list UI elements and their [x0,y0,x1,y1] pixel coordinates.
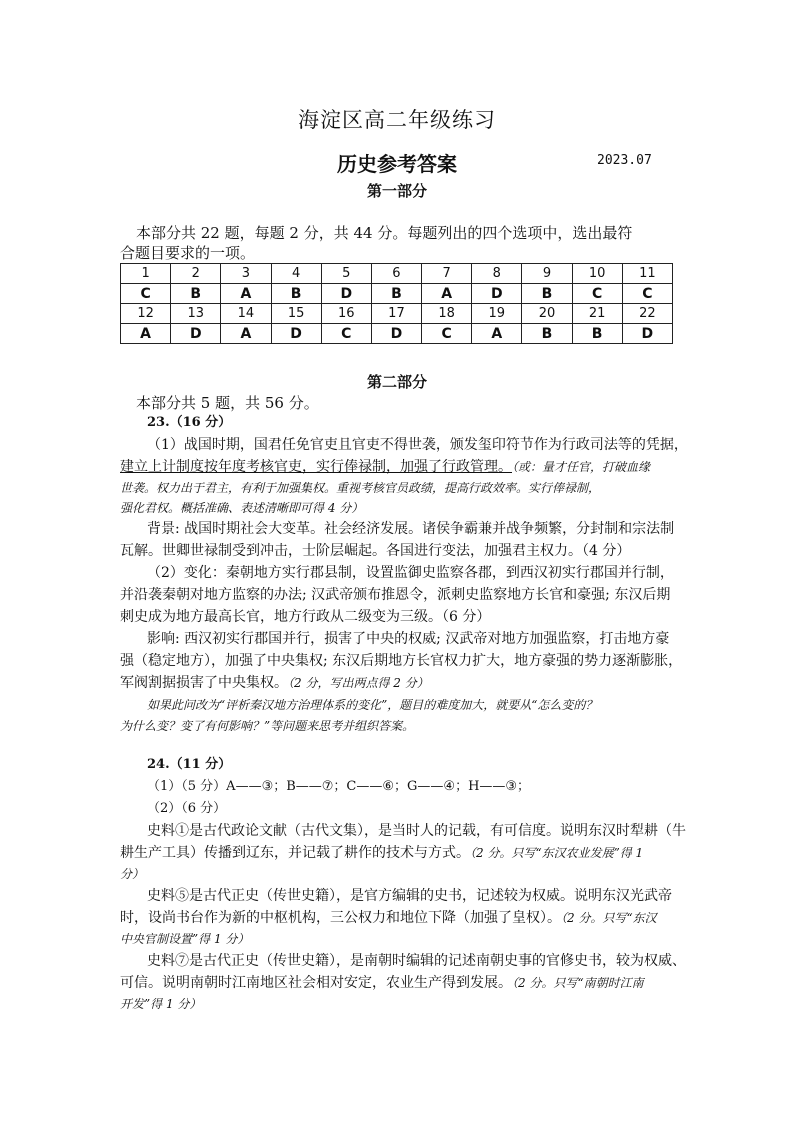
answer-table-answer-row [121,284,673,304]
answer-table [120,263,673,344]
part2-heading: 第二部分 [366,373,427,391]
answer-letter: A [221,284,271,304]
answer-letter: B [171,284,221,304]
question-number: 2 [171,264,221,284]
answer-letter: B [271,284,321,304]
document-date: 2023.07 [597,153,652,168]
q23-note: 如果此问改为“评析秦汉地方治理体系的变化”，题目的难度加大，就要从“怎么变的？ [147,698,598,712]
answer-letter: D [371,324,421,344]
question-number: 17 [371,304,421,324]
answer-letter: D [321,284,371,304]
question-number: 19 [472,304,522,324]
question-number: 3 [221,264,271,284]
q23-line: 影响: 西汉初实行郡国并行，损害了中央的权威; 汉武帝对地方加强监察，打击地方豪 [147,631,670,647]
question-number: 7 [422,264,472,284]
q24-note: 中央官制设置”得 1 分） [120,932,250,946]
q24-note: 开发”得 1 分） [120,997,202,1011]
answer-table-answer-row [121,324,673,344]
answer-letter: B [371,284,421,304]
answer-letter: B [572,324,622,344]
answer-letter: C [572,284,622,304]
q23-line: （1）战国时期，国君任免官吏且官吏不得世袭，颁发玺印符节作为行政司法等的凭据， [147,437,688,453]
question-number: 21 [572,304,622,324]
answer-letter: C [622,284,672,304]
answer-letter: D [622,324,672,344]
answer-letter: A [422,284,472,304]
q23-line: （2）变化：秦朝地方实行郡县制，设置监御史监察各郡，到西汉初实行郡国并行制， [147,565,674,581]
q24-note: （2 分。只写“南朝时江南 [512,976,644,990]
question-number: 10 [572,264,622,284]
part2-intro: 本部分共 5 题，共 56 分。 [136,394,319,412]
q24-line: 史料⑦是古代正史（传世史籍），是南朝时编辑的记述南朝史事的官修史书，较为权威、 [147,953,686,969]
question-number: 9 [522,264,572,284]
question-number: 12 [121,304,171,324]
q24-line: 时，设尚书台作为新的中枢机构，三公权力和地位下降（加强了皇权）。 [120,910,561,926]
part1-heading: 第一部分 [366,182,427,200]
q23-line: 刺史成为地方最高长官，地方行政从二级变为三级。（6 分） [120,609,491,625]
q24-line: 史料⑤是古代正史（传世史籍），是官方编辑的史书，记述较为权威。说明东汉光武帝 [147,888,672,904]
part1-intro-line1: 本部分共 22 题，每题 2 分，共 44 分。每题列出的四个选项中，选出最符 [136,224,633,242]
answer-letter: B [522,284,572,304]
question-number: 20 [522,304,572,324]
question-number: 1 [121,264,171,284]
answer-letter: D [472,284,522,304]
q24-title: 24.（11 分） [147,757,232,772]
q24-line: 史料①是古代政论文献（古代文集），是当时人的记载，有可信度。说明东汉时犁耕（牛 [147,823,686,839]
question-number: 11 [622,264,672,284]
part1-intro-line2: 合题目要求的一项。 [120,244,256,262]
question-number: 22 [622,304,672,324]
question-number: 18 [422,304,472,324]
question-number: 6 [371,264,421,284]
q23-note: 为什么变？变了有何影响？”等问题来思考并组织答案。 [120,719,415,733]
answer-table-number-row [121,304,673,324]
answer-letter: C [422,324,472,344]
answer-letter: D [171,324,221,344]
question-number: 16 [321,304,371,324]
answer-letter: A [472,324,522,344]
q23-title: 23.（16 分） [147,415,232,430]
answer-letter: C [321,324,371,344]
q23-note: 强化君权。概括准确、表述清晰即可得 4 分） [120,501,364,515]
question-number: 5 [321,264,371,284]
q23-note: （2 分，写出两点得 2 分） [288,676,429,690]
question-number: 8 [472,264,522,284]
answer-letter: C [121,284,171,304]
question-number: 4 [271,264,321,284]
answer-table-number-row [121,264,673,284]
answer-letter: A [121,324,171,344]
q23-note: （或：量才任官，打破血缘 [512,460,651,474]
question-number: 15 [271,304,321,324]
q23-line: 强（稳定地方），加强了中央集权; 东汉后期地方长官权力扩大，地方豪强的势力逐渐膨胀， [120,653,683,669]
q23-line: 瓦解。世卿世禄制受到冲击，士阶层崛起。各国进行变法，加强君主权力。（4 分） [120,543,631,559]
question-number: 14 [221,304,271,324]
q24-line: （2）（6 分） [147,801,227,816]
page-title: 海淀区高二年级练习 [298,108,496,132]
q24-line: （1）（5 分）A——③；B——⑦；C——⑥；G——④；H——③； [147,779,531,794]
q23-line: 背景: 战国时期社会大变革。社会经济发展。诸侯争霸兼并战争频繁，分封制和宗法制 [147,521,675,537]
answer-letter: B [522,324,572,344]
q24-line: 耕生产工具）传播到辽东，并记载了耕作的技术与方式。 [120,845,470,861]
answer-letter: A [221,324,271,344]
q24-line: 可信。说明南朝时江南地区社会相对安定，农业生产得到发展。 [120,975,512,991]
q23-line: 建立上计制度按年度考核官吏，实行俸禄制，加强了行政管理。 [120,459,512,475]
page-subtitle: 历史参考答案 [337,152,457,176]
q24-note: 分） [120,867,145,881]
answer-letter: D [271,324,321,344]
q23-line: 军阀割据损害了中央集权。 [120,675,288,691]
q23-note: 世袭。权力出于君主，有利于加强集权。重视考核官员政绩，提高行政效率。实行俸禄制， [120,481,601,495]
q24-note: （2 分。只写“东汉 [561,911,657,925]
question-number: 13 [171,304,221,324]
q24-note: （2 分。只写“东汉农业发展”得 1 [470,846,644,860]
q23-line: 并沿袭秦朝对地方监察的办法; 汉武帝颁布推恩令，派刺史监察地方长官和豪强; 东汉后期 [120,587,671,603]
